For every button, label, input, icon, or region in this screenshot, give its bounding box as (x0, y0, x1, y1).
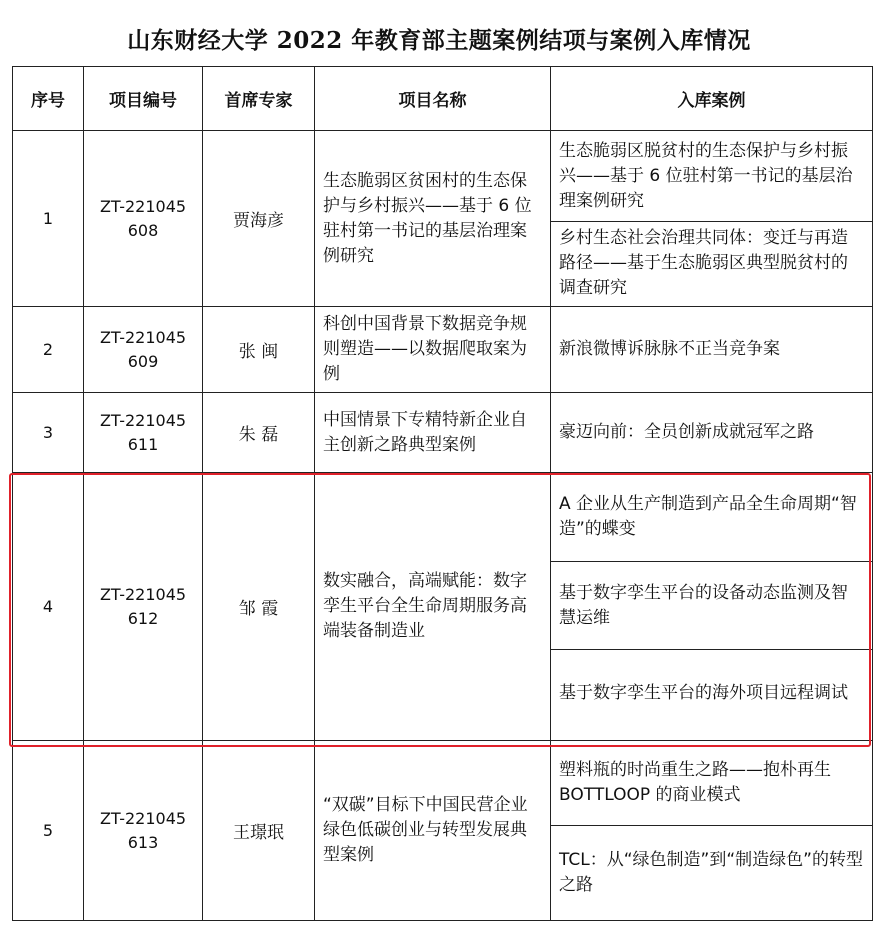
row-expert: 张 闽 (203, 307, 315, 393)
header-no: 序号 (13, 67, 84, 131)
row-no: 1 (13, 131, 84, 307)
row-project-name: 生态脆弱区贫困村的生态保护与乡村振兴——基于 6 位驻村第一书记的基层治理案例研究 (315, 131, 551, 307)
case-item: TCL：从“绿色制造”到“制造绿色”的转型之路 (551, 825, 872, 919)
row-expert: 王璟珉 (203, 741, 315, 921)
case-item: 生态脆弱区脱贫村的生态保护与乡村振兴——基于 6 位驻村第一书记的基层治理案例研究 (559, 140, 853, 211)
header-name: 项目名称 (315, 67, 551, 131)
row-no: 5 (13, 741, 84, 921)
row-code: ZT-221045 613 (84, 741, 203, 921)
row-project-name: 科创中国背景下数据竞争规则塑造——以数据爬取案为例 (315, 307, 551, 393)
case-item: 豪迈向前：全员创新成就冠军之路 (559, 421, 814, 442)
case-item: 新浪微博诉脉脉不正当竞争案 (559, 338, 780, 359)
row-expert: 邹 霞 (203, 473, 315, 741)
row-project-name: 数实融合，高端赋能：数字孪生平台全生命周期服务高端装备制造业 (315, 473, 551, 741)
row-code: ZT-221045 609 (84, 307, 203, 393)
header-cases: 入库案例 (551, 67, 873, 131)
row-code: ZT-221045 608 (84, 131, 203, 307)
table-row (13, 307, 873, 393)
header-expert: 首席专家 (203, 67, 315, 131)
row-cases (551, 741, 873, 921)
row-project-name: 中国情景下专精特新企业自主创新之路典型案例 (315, 393, 551, 473)
row-cases (551, 131, 873, 307)
row-expert: 朱 磊 (203, 393, 315, 473)
table-header-row (13, 67, 873, 131)
table-row (13, 393, 873, 473)
table-row (13, 473, 873, 741)
case-item: 乡村生态社会治理共同体：变迁与再造路径——基于生态脆弱区典型脱贫村的调查研究 (551, 221, 872, 305)
case-item: A 企业从生产制造到产品全生命周期“智造”的蝶变 (559, 494, 857, 539)
row-no: 3 (13, 393, 84, 473)
case-item: 基于数字孪生平台的设备动态监测及智慧运维 (551, 561, 872, 649)
case-item: 基于数字孪生平台的海外项目远程调试 (551, 649, 872, 737)
case-table (12, 66, 873, 921)
row-no: 2 (13, 307, 84, 393)
row-code: ZT-221045 612 (84, 473, 203, 741)
page-title: 山东财经大学 2022 年教育部主题案例结项与案例入库情况 (127, 27, 751, 54)
row-cases (551, 473, 873, 741)
row-cases (551, 393, 873, 473)
header-code: 项目编号 (84, 67, 203, 131)
row-project-name: “双碳”目标下中国民营企业绿色低碳创业与转型发展典型案例 (315, 741, 551, 921)
row-no: 4 (13, 473, 84, 741)
row-cases (551, 307, 873, 393)
row-code: ZT-221045 611 (84, 393, 203, 473)
case-item: 塑料瓶的时尚重生之路——抱朴再生 BOTTLOOP 的商业模式 (559, 760, 831, 805)
table-row (13, 131, 873, 307)
table-row (13, 741, 873, 921)
row-expert: 贾海彦 (203, 131, 315, 307)
